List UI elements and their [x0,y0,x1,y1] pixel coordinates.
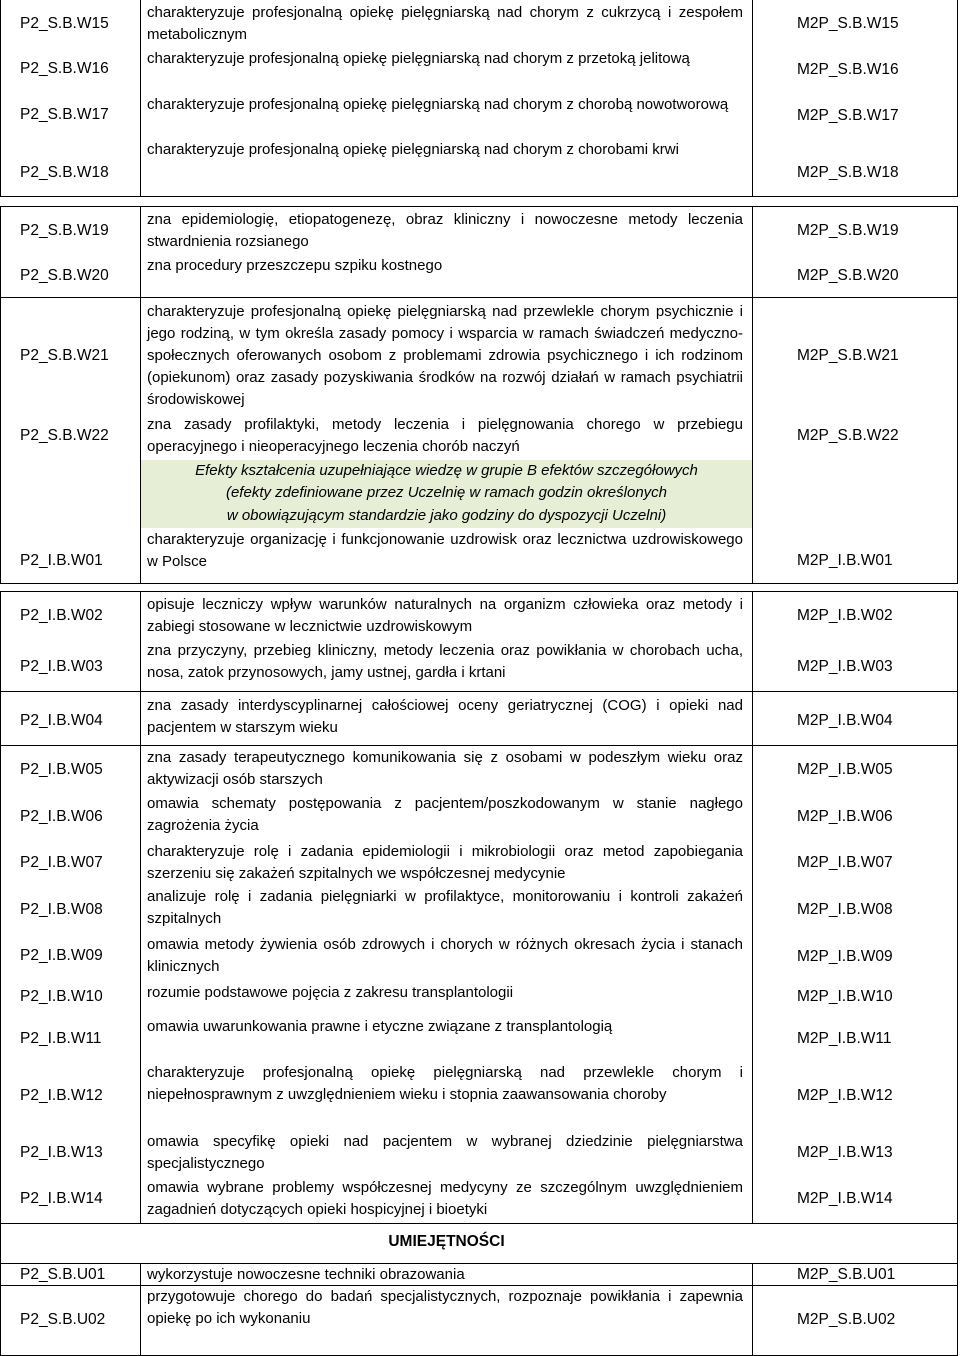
outcome-reference: M2P_I.B.W11 [797,1030,892,1047]
outcome-description: zna zasady terapeutycznego komunikowania się z osobami w podeszłym wieku oraz aktywizacji osób starszych [147,749,743,788]
outcome-description: rozumie podstawowe pojęcia z zakresu transplantologii [147,984,514,1001]
outcome-reference: M2P_I.B.W12 [797,1087,893,1104]
outcome-reference: M2P_I.B.W09 [797,948,893,965]
outcome-reference: M2P_S.B.W18 [797,164,899,181]
outcome-description: omawia schematy postępowania z pacjentem/poszkodowanym w stanie nagłego zagrożenia życia [147,795,743,834]
outcome-reference: M2P_S.B.W22 [797,427,899,444]
outcome-code: P2_I.B.W02 [20,607,103,624]
outcome-description: zna przyczyny, przebieg kliniczny, metody leczenia oraz powikłania w chorobach ucha, nosa, zatok przynosowych, jamy ustnej, gardła i krtani [147,642,743,681]
outcome-description: charakteryzuje profesjonalną opiekę pielęgniarską nad chorym z chorobami krwi [147,141,679,158]
outcome-reference: M2P_S.B.W19 [797,222,899,239]
outcome-reference: M2P_I.B.W02 [797,607,893,624]
outcome-reference: M2P_I.B.W08 [797,901,893,918]
outcome-code: P2_S.B.W19 [20,222,109,239]
outcome-description: wykorzystuje nowoczesne techniki obrazowania [147,1266,465,1283]
outcome-description: omawia uwarunkowania prawne i etyczne związane z transplantologią [147,1018,613,1035]
group-header-line: w obowiązującym standardzie jako godziny do dyspozycji Uczelni) [226,507,667,524]
outcome-description: omawia specyfikę opieki nad pacjentem w wybranej dziedzinie pielęgniarstwa specjalistycznego [147,1133,743,1172]
outcome-description: zna procedury przeszczepu szpiku kostnego [147,257,443,274]
outcome-reference: M2P_S.B.U01 [797,1266,896,1283]
outcome-reference: M2P_I.B.W07 [797,854,893,871]
outcome-description: charakteryzuje rolę i zadania epidemiologii i mikrobiologii oraz metod zapobiegania szerzeniu się zakażeń szpitalnych we współczesnej medycynie [147,843,743,882]
outcome-code: P2_S.B.W22 [20,427,109,444]
outcome-description: omawia metody żywienia osób zdrowych i chorych w różnych okresach życia i stanach klinicznych [147,936,743,975]
outcome-code: P2_I.B.W01 [20,552,103,569]
outcome-code: P2_S.B.W16 [20,60,109,77]
outcome-code: P2_I.B.W05 [20,761,103,778]
outcome-reference: M2P_I.B.W05 [797,761,893,778]
outcome-description: analizuje rolę i zadania pielęgniarki w profilaktyce, monitorowaniu i kontroli zakażeń szpitalnych [147,888,743,927]
outcome-description: omawia wybrane problemy współczesnej medycyny ze szczególnym uwzględnieniem zagadnień dotyczących opieki hospicyjnej i bioetyki [147,1179,743,1218]
outcome-description: zna zasady profilaktyki, metody leczenia i pielęgnowania chorego w przebiegu operacyjnego i nieoperacyjnego leczenia chorób naczyń [147,416,743,455]
outcome-reference: M2P_I.B.W04 [797,712,893,729]
outcome-code: P2_I.B.W06 [20,808,103,825]
outcome-code: P2_S.B.U02 [20,1311,106,1328]
outcome-reference: M2P_I.B.W03 [797,658,893,675]
outcome-code: P2_I.B.W13 [20,1144,103,1161]
outcome-description: charakteryzuje profesjonalną opiekę pielęgniarską nad przewlekle chorym psychicznie i jego rodziną, w tym określa zasady pomocy i wsparcia w ramach świadczeń medyczno-społecznych oferowanych osobom z problemami zdrowia psychicznego i ich rodzinom (opiekunom) oraz zasady pozyskiwania środków na rozwój działań w ramach psychiatrii środowiskowej [147,303,743,408]
outcome-description: opisuje leczniczy wpływ warunków naturalnych na organizm człowieka oraz metody i zabiegi stosowane w lecznictwie uzdrowiskowym [147,596,743,635]
outcome-reference: M2P_I.B.W10 [797,988,893,1005]
outcome-code: P2_I.B.W11 [20,1030,102,1047]
outcome-reference: M2P_S.B.W20 [797,267,899,284]
outcome-code: P2_S.B.W17 [20,106,109,123]
outcome-code: P2_I.B.W07 [20,854,103,871]
outcome-reference: M2P_I.B.W13 [797,1144,893,1161]
outcome-description: przygotowuje chorego do badań specjalistycznych, rozpoznaje powikłania i zapewnia opiekę po ich wykonaniu [147,1288,743,1327]
outcome-description: zna zasady interdyscyplinarnej całościowej oceny geriatrycznej (COG) i opieki nad pacjentem w starszym wieku [147,697,743,736]
outcome-reference: M2P_S.B.U02 [797,1311,896,1328]
outcome-code: P2_I.B.W10 [20,988,103,1005]
outcome-reference: M2P_S.B.W16 [797,61,899,78]
outcome-description: charakteryzuje profesjonalną opiekę pielęgniarską nad przewlekle chorym i niepełnosprawnym z uwzględnieniem wieku i stopnia zaawansowania choroby [147,1064,743,1103]
outcome-reference: M2P_S.B.W21 [797,347,899,364]
outcome-description: charakteryzuje organizację i funkcjonowanie uzdrowisk oraz lecznictwa uzdrowiskowego w Polsce [147,531,743,570]
outcome-reference: M2P_I.B.W01 [797,552,893,569]
outcome-code: P2_I.B.W03 [20,658,103,675]
group-header-line: Efekty kształcenia uzupełniające wiedzę w grupie B efektów szczegółowych [195,462,698,479]
outcome-code: P2_S.B.W15 [20,15,109,32]
group-header-line: (efekty zdefiniowane przez Uczelnię w ramach godzin określonych [225,484,668,501]
outcome-code: P2_I.B.W08 [20,901,103,918]
outcome-code: P2_S.B.U01 [20,1266,106,1283]
outcome-code: P2_I.B.W04 [20,712,103,729]
outcome-reference: M2P_I.B.W14 [797,1190,893,1207]
outcome-code: P2_S.B.W18 [20,164,109,181]
outcome-code: P2_I.B.W09 [20,947,103,964]
outcome-reference: M2P_S.B.W15 [797,15,899,32]
outcome-code: P2_I.B.W14 [20,1190,103,1207]
outcome-description: zna epidemiologię, etiopatogenezę, obraz kliniczny i nowoczesne metody leczenia stwardnienia rozsianego [147,211,743,250]
outcome-reference: M2P_S.B.W17 [797,107,899,124]
outcome-code: P2_S.B.W20 [20,267,109,284]
section-title: UMIEJĘTNOŚCI [388,1233,505,1250]
outcome-description: charakteryzuje profesjonalną opiekę pielęgniarską nad chorym z cukrzycą i zespołem metabolicznym [147,4,743,43]
outcome-code: P2_I.B.W12 [20,1087,103,1104]
outcome-reference: M2P_I.B.W06 [797,808,893,825]
outcome-description: charakteryzuje profesjonalną opiekę pielęgniarską nad chorym z przetoką jelitową [147,50,690,67]
outcome-code: P2_S.B.W21 [20,347,109,364]
outcome-description: charakteryzuje profesjonalną opiekę pielęgniarską nad chorym z chorobą nowotworową [147,96,729,113]
